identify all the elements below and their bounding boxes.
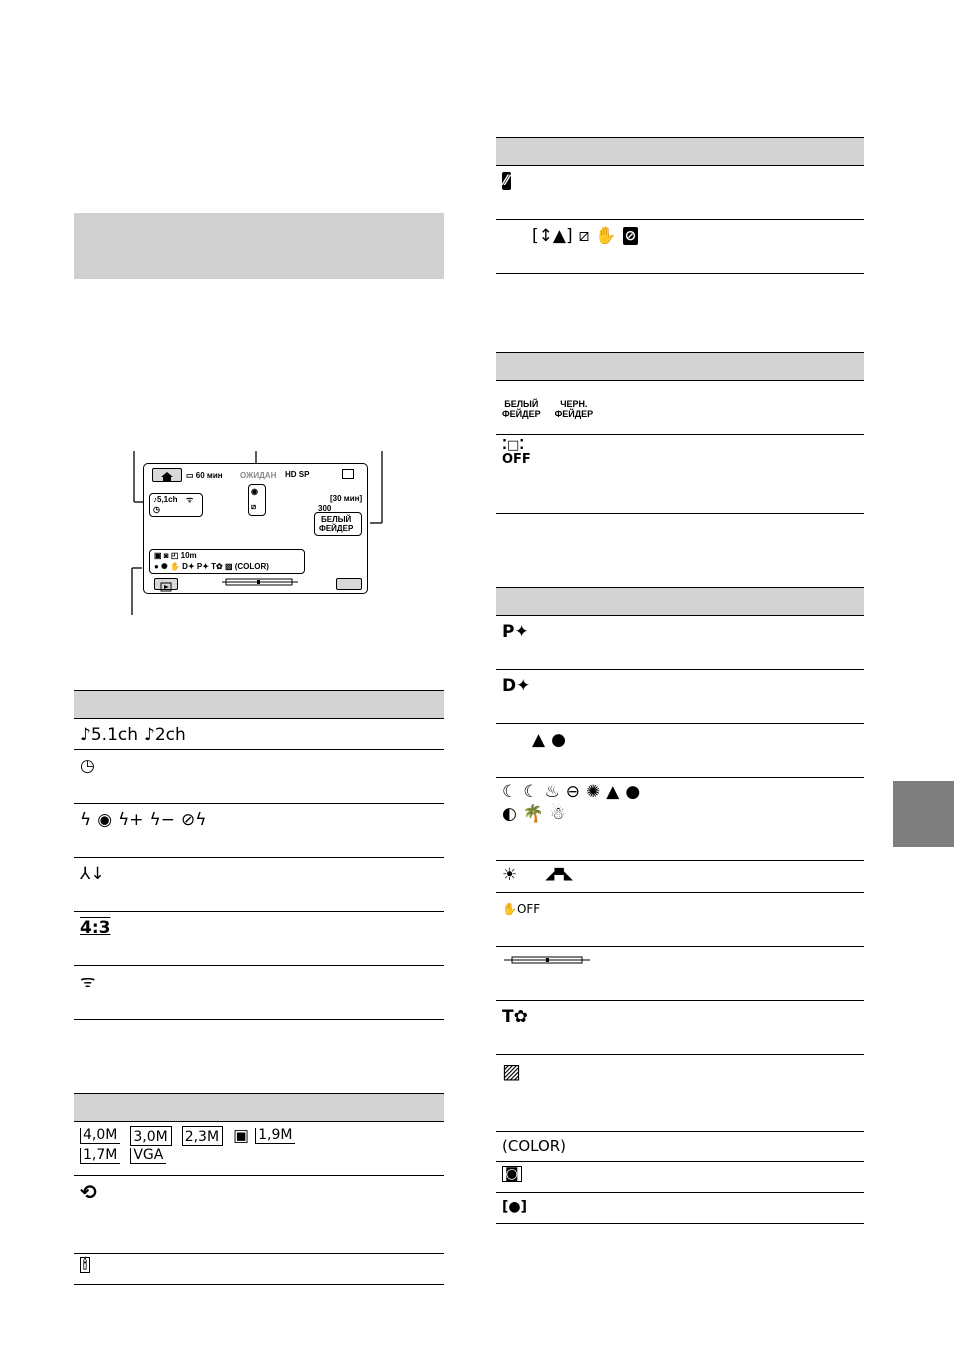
aspect-43-icon: 4:3 xyxy=(80,918,111,938)
red-eye-icon: ◉ xyxy=(97,810,113,830)
night-portrait-icon: ☾ xyxy=(523,782,539,802)
fireworks-icon: ✺ xyxy=(586,782,601,802)
table-row xyxy=(74,912,444,966)
camera-screen-illustration xyxy=(143,463,368,594)
right-table-2-header xyxy=(496,352,864,381)
image-size-19m-icon: 1,9M xyxy=(255,1128,295,1144)
image-size-vga-icon: VGA xyxy=(130,1148,166,1164)
table-row xyxy=(496,861,864,893)
no-photo-icon: ⊘ xyxy=(624,228,637,244)
beach-icon: 🌴 xyxy=(522,804,545,824)
loop-icon: ⟲ xyxy=(80,1180,97,1204)
digital-effect-icon: D✦ xyxy=(502,676,531,696)
time-left-text: [30 мин] xyxy=(330,494,363,503)
spot-meter-icon: ◢▀◣ xyxy=(545,868,573,882)
camera-shake-icon: ◉ xyxy=(251,487,258,496)
fader-line2: ФЕЙДЕР xyxy=(319,524,354,533)
black-fader-line2: ФЕЙДЕР xyxy=(554,409,594,419)
center-callout-box xyxy=(248,484,266,516)
flash-minus-icon: ϟ− xyxy=(149,810,175,830)
snow-icon: ☃ xyxy=(550,804,566,824)
fader-line1: БЕЛЫЙ xyxy=(321,515,352,524)
candle-icon: ♨ xyxy=(544,782,560,802)
table-row xyxy=(496,670,864,724)
smile-shutter-icon: [●] xyxy=(502,1199,528,1215)
table-row xyxy=(74,1176,444,1254)
right-table-3-header xyxy=(496,587,864,616)
table-row xyxy=(496,616,864,670)
audio-callout-box xyxy=(149,493,203,517)
menu-icon xyxy=(336,578,362,590)
right-table-1-header xyxy=(496,137,864,166)
led-off-text: OFF xyxy=(502,452,531,467)
wifi-icon: ᯤ xyxy=(186,495,194,504)
table-row xyxy=(496,1055,864,1132)
flash-off-icon: ⊘ϟ xyxy=(181,810,207,830)
audio-51ch-icon: ♪5.1ch xyxy=(80,725,139,745)
table-row xyxy=(74,1254,444,1285)
table-row xyxy=(496,220,864,274)
table-row xyxy=(496,947,864,1001)
table-row xyxy=(496,1162,864,1193)
portrait-soft-icon: ● xyxy=(625,782,641,802)
table-row xyxy=(74,966,444,1020)
white-fader-line2: ФЕЙДЕР xyxy=(502,409,541,419)
self-timer-icon: ◷ xyxy=(153,505,160,514)
white-fader-label xyxy=(502,399,541,419)
sunrise-icon: ⊖ xyxy=(565,782,580,802)
focus-icon: [↕▲] xyxy=(532,226,573,246)
color-tag-text: (COLOR) xyxy=(234,562,269,571)
black-fader-line1: ЧЕРН. xyxy=(560,399,588,409)
audio-mode-text: ♪5,1ch xyxy=(153,495,178,504)
zoom-bar-icon xyxy=(220,577,300,587)
settings-callout-box xyxy=(149,549,305,574)
manual-focus-bar-icon xyxy=(502,953,592,967)
section-heading-banner xyxy=(74,213,444,279)
shots-text: 300 xyxy=(318,504,332,513)
image-size-30m-icon: 3,0M xyxy=(130,1126,171,1146)
settings-icons-row2: ● ✺ ✋ D✦ P✦ T✿ ▨ (COLOR) xyxy=(154,562,269,571)
guide-frame-icon: ⁄⁄ xyxy=(504,173,509,189)
shake-warning-icon: ✋ xyxy=(595,226,617,246)
chapter-tab xyxy=(893,781,954,847)
table-row xyxy=(74,750,444,804)
x-v-color-icon: (COLOR) xyxy=(502,1137,567,1155)
wireless-icon: ᯤ xyxy=(80,972,96,992)
fader-callout-box xyxy=(314,512,362,536)
home-icon xyxy=(152,468,182,482)
table-row xyxy=(496,1001,864,1055)
table-row xyxy=(496,1132,864,1162)
remaining-text: 60 мин xyxy=(195,471,223,480)
table-row xyxy=(496,381,864,435)
spotlight-icon: ◐ xyxy=(502,804,517,824)
table-row xyxy=(496,778,864,861)
table-row xyxy=(496,435,864,514)
zebra-icon: ▨ xyxy=(502,1059,521,1083)
black-fader-label xyxy=(555,399,594,419)
frame-icon: ⧄ xyxy=(251,502,257,511)
table-row xyxy=(496,1193,864,1224)
flash-icon: ϟ xyxy=(80,810,92,830)
landscape-box-icon: ▲ xyxy=(606,782,620,802)
flash-plus-icon: ϟ+ xyxy=(118,810,144,830)
table-row xyxy=(74,1122,444,1176)
table-row xyxy=(74,804,444,858)
landscape-icon: ▲ xyxy=(532,730,546,750)
image-size-wide-icon: ▣ xyxy=(233,1126,250,1146)
led-off-icon: ⁚□⁚ OFF xyxy=(502,438,531,467)
face-detection-icon: ◙ xyxy=(502,1166,522,1182)
settings-icons-row1: ▣ ◙ ◰ 10m xyxy=(154,551,197,560)
table-row xyxy=(496,724,864,778)
steadyshot-off-icon: ✋OFF xyxy=(502,902,541,916)
portrait-icon: ● xyxy=(551,730,566,750)
night-scene-icon: ☾ xyxy=(502,782,518,802)
table-row xyxy=(496,893,864,947)
left-table-2-header xyxy=(74,1093,444,1122)
tele-macro-icon: T✿ xyxy=(502,1007,528,1027)
table-row xyxy=(496,166,864,220)
audio-2ch-icon: ♪2ch xyxy=(144,725,186,745)
table-row xyxy=(74,858,444,912)
status-text: ОЖИДАН xyxy=(240,471,277,480)
left-table-1-header xyxy=(74,690,444,719)
tele-macro-p-icon: P✦ xyxy=(502,622,529,642)
white-balance-icon: ☀ xyxy=(502,865,518,885)
table-row xyxy=(74,719,444,750)
playback-icon xyxy=(154,578,178,590)
image-size-17m-icon: 1,7M xyxy=(80,1148,120,1164)
media-icon xyxy=(342,469,354,479)
image-size-40m-icon: 4,0M xyxy=(80,1128,120,1144)
image-size-23m-icon: 2,3M xyxy=(182,1126,223,1146)
low-light-icon: 🕯 xyxy=(80,1257,90,1273)
battery-remaining: ▭ 60 мин xyxy=(186,471,223,480)
white-fader-line1: БЕЛЫЙ xyxy=(504,399,539,409)
interval-text: 10m xyxy=(180,551,197,560)
self-timer-icon: ◷ xyxy=(80,756,95,776)
mic-level-icon: ⅄↓ xyxy=(80,864,105,884)
quality-label: HD SP xyxy=(285,470,310,479)
no-frame-icon: ⧄ xyxy=(578,226,590,246)
